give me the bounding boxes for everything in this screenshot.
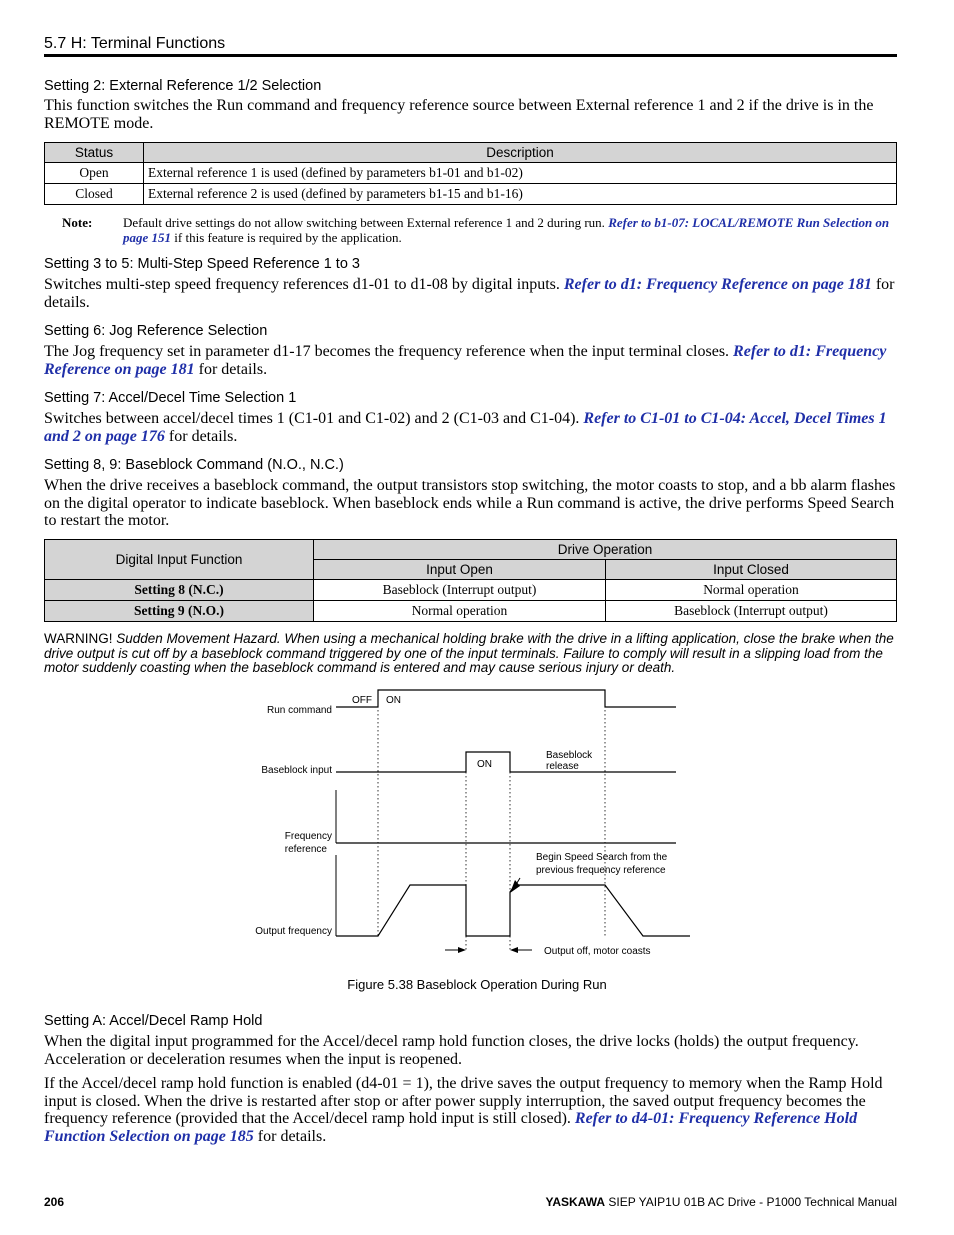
footer-manual-title: SIEP YAIP1U 01B AC Drive - P1000 Technical Manual — [608, 1195, 897, 1209]
heading-setting-a: Setting A: Accel/Decel Ramp Hold — [44, 1013, 263, 1029]
paragraph-setting-8-9: When the drive receives a baseblock command, the output transistors stop switching, the motor coasts to stop, and a bb alarm flashes on the digital operator to indicate baseblock. When baseblock ends while a Run command is active, the drive performs Speed Search to restart the motor. — [44, 477, 896, 529]
cell-input-closed: Baseblock (Interrupt output) — [606, 601, 897, 622]
heading-setting-3-5: Setting 3 to 5: Multi-Step Speed Reference 1 to 3 — [44, 256, 360, 272]
paragraph-body: Switches multi-step speed frequency references d1-01 to d1-08 by digital inputs. — [44, 276, 560, 293]
speed-search-arrowhead-icon — [510, 880, 520, 893]
header-description: Description — [144, 143, 897, 163]
arrow-right-icon — [458, 947, 466, 953]
paragraph-body: The Jog frequency set in parameter d1-17 becomes the frequency reference when the input terminal closes. — [44, 343, 730, 360]
cell-status: Open — [45, 163, 144, 184]
table-row — [45, 580, 897, 601]
cell-status: Closed — [45, 184, 144, 205]
paragraph-setting-6 — [44, 343, 897, 378]
warning-label: WARNING! — [44, 631, 113, 646]
paragraph-setting-7 — [44, 410, 897, 445]
heading-setting-7: Setting 7: Accel/Decel Time Selection 1 — [44, 390, 297, 406]
heading-setting-6: Setting 6: Jog Reference Selection — [44, 323, 268, 339]
status-table — [44, 142, 897, 205]
heading-setting-8-9: Setting 8, 9: Baseblock Command (N.O., N.C.) — [44, 457, 344, 473]
cell-description: External reference 2 is used (defined by parameters b1-15 and b1-16) — [144, 184, 897, 205]
label-baseblock-release-2: release — [546, 761, 579, 772]
label-on: ON — [386, 695, 401, 706]
cell-input-open: Normal operation — [314, 601, 606, 622]
label-output-frequency: Output frequency — [255, 926, 332, 937]
paragraph-body: Switches between accel/decel times 1 (C1-01 and C1-02) and 2 (C1-03 and C1-04). — [44, 410, 580, 427]
link-d1[interactable]: Refer to d1: Frequency Reference on page 181 — [563, 276, 872, 293]
cell-input-open: Baseblock (Interrupt output) — [314, 580, 606, 601]
header-drive-operation: Drive Operation — [314, 540, 897, 560]
cell-description: External reference 1 is used (defined by parameters b1-01 and b1-02) — [144, 163, 897, 184]
note-tail: if this feature is required by the application. — [174, 230, 402, 245]
link-d1[interactable]: Refer to d1: Frequency Reference on page 181 — [44, 343, 887, 378]
section-title: 5.7 H: Terminal Functions — [44, 35, 226, 52]
heading-setting-2: Setting 2: External Reference 1/2 Selection — [44, 78, 322, 94]
header-rule — [44, 54, 897, 57]
footer-brand: YASKAWA — [545, 1195, 606, 1209]
baseblock-timing-diagram — [0, 680, 954, 970]
cell-setting: Setting 9 (N.O.) — [45, 601, 314, 622]
footer-manual — [545, 1195, 897, 1209]
label-baseblock-release-1: Baseblock — [546, 750, 593, 761]
paragraph-body: If the Accel/decel ramp hold function is enabled (d4-01 = 1), the drive saves the output frequency to memory when the Ramp Hold input is closed. When the drive is restarted after stop or after power supply interruption, the saved output frequency becomes the frequency reference (provided that the Accel/decel ramp hold input is still closed). — [44, 1075, 883, 1127]
table-row — [45, 184, 897, 205]
warning-block — [44, 632, 902, 676]
page-number: 206 — [44, 1195, 65, 1209]
warning-text: Sudden Movement Hazard. When using a mechanical holding brake with the drive in a lifting application, close the brake when the drive output is cut off by a baseblock command triggered by one of the input terminals. Failure to comply will result in a slipping load from the motor suddenly coasting when the baseblock command is entered and may cause serious injury or death. — [44, 631, 894, 675]
cell-setting: Setting 8 (N.C.) — [45, 580, 314, 601]
header-digital-input-function: Digital Input Function — [45, 540, 314, 580]
timing-guide-lines — [378, 690, 605, 950]
note-body: Default drive settings do not allow switching between External reference 1 and 2 during run. — [123, 215, 605, 230]
label-baseblock-input: Baseblock input — [261, 765, 332, 776]
note-label: Note: — [62, 215, 93, 230]
table-row — [45, 163, 897, 184]
label-off: OFF — [352, 695, 372, 706]
paragraph-setting-2: This function switches the Run command and frequency reference source between External reference 1 and 2 if the drive is in the REMOTE mode. — [44, 97, 874, 132]
label-frequency-reference-1: Frequency — [284, 831, 332, 842]
label-speed-search-2: previous frequency reference — [536, 865, 666, 876]
note-link[interactable]: Refer to b1-07: LOCAL/REMOTE Run Selection on page 151 — [123, 215, 890, 245]
output-frequency-signal — [336, 885, 690, 936]
baseblock-table — [44, 539, 897, 622]
label-speed-search-1: Begin Speed Search from the — [536, 852, 668, 863]
header-input-closed: Input Closed — [606, 560, 897, 580]
link-c1[interactable]: Refer to C1-01 to C1-04: Accel, Decel Times 1 and 2 on page 176 — [44, 410, 887, 445]
header-status: Status — [45, 143, 144, 163]
link-d4-01[interactable]: Refer to d4-01: Frequency Reference Hold Function Selection on page 185 — [44, 1110, 858, 1145]
figure-caption: Figure 5.38 Baseblock Operation During Run — [347, 977, 607, 992]
paragraph-setting-a-2 — [44, 1075, 897, 1145]
table-row — [45, 601, 897, 622]
paragraph-setting-3-5 — [44, 276, 897, 311]
paragraph-tail: for details. — [257, 1127, 327, 1145]
paragraph-setting-a-1: When the digital input programmed for the Accel/decel ramp hold function closes, the drive locks (holds) the output frequency. Acceleration or deceleration resumes when the input is reopened. — [44, 1033, 859, 1068]
baseblock-input-signal — [336, 752, 676, 772]
paragraph-tail: for details. — [198, 360, 268, 378]
cell-input-closed: Normal operation — [606, 580, 897, 601]
label-baseblock-on: ON — [477, 759, 492, 770]
header-input-open: Input Open — [314, 560, 606, 580]
label-output-off: Output off, motor coasts — [544, 946, 651, 957]
label-run-command: Run command — [266, 705, 332, 716]
note-text — [123, 215, 893, 245]
arrow-left-icon — [510, 947, 518, 953]
paragraph-tail: for details. — [44, 276, 895, 311]
paragraph-tail: for details. — [168, 427, 238, 445]
label-frequency-reference-2: reference — [284, 844, 327, 855]
